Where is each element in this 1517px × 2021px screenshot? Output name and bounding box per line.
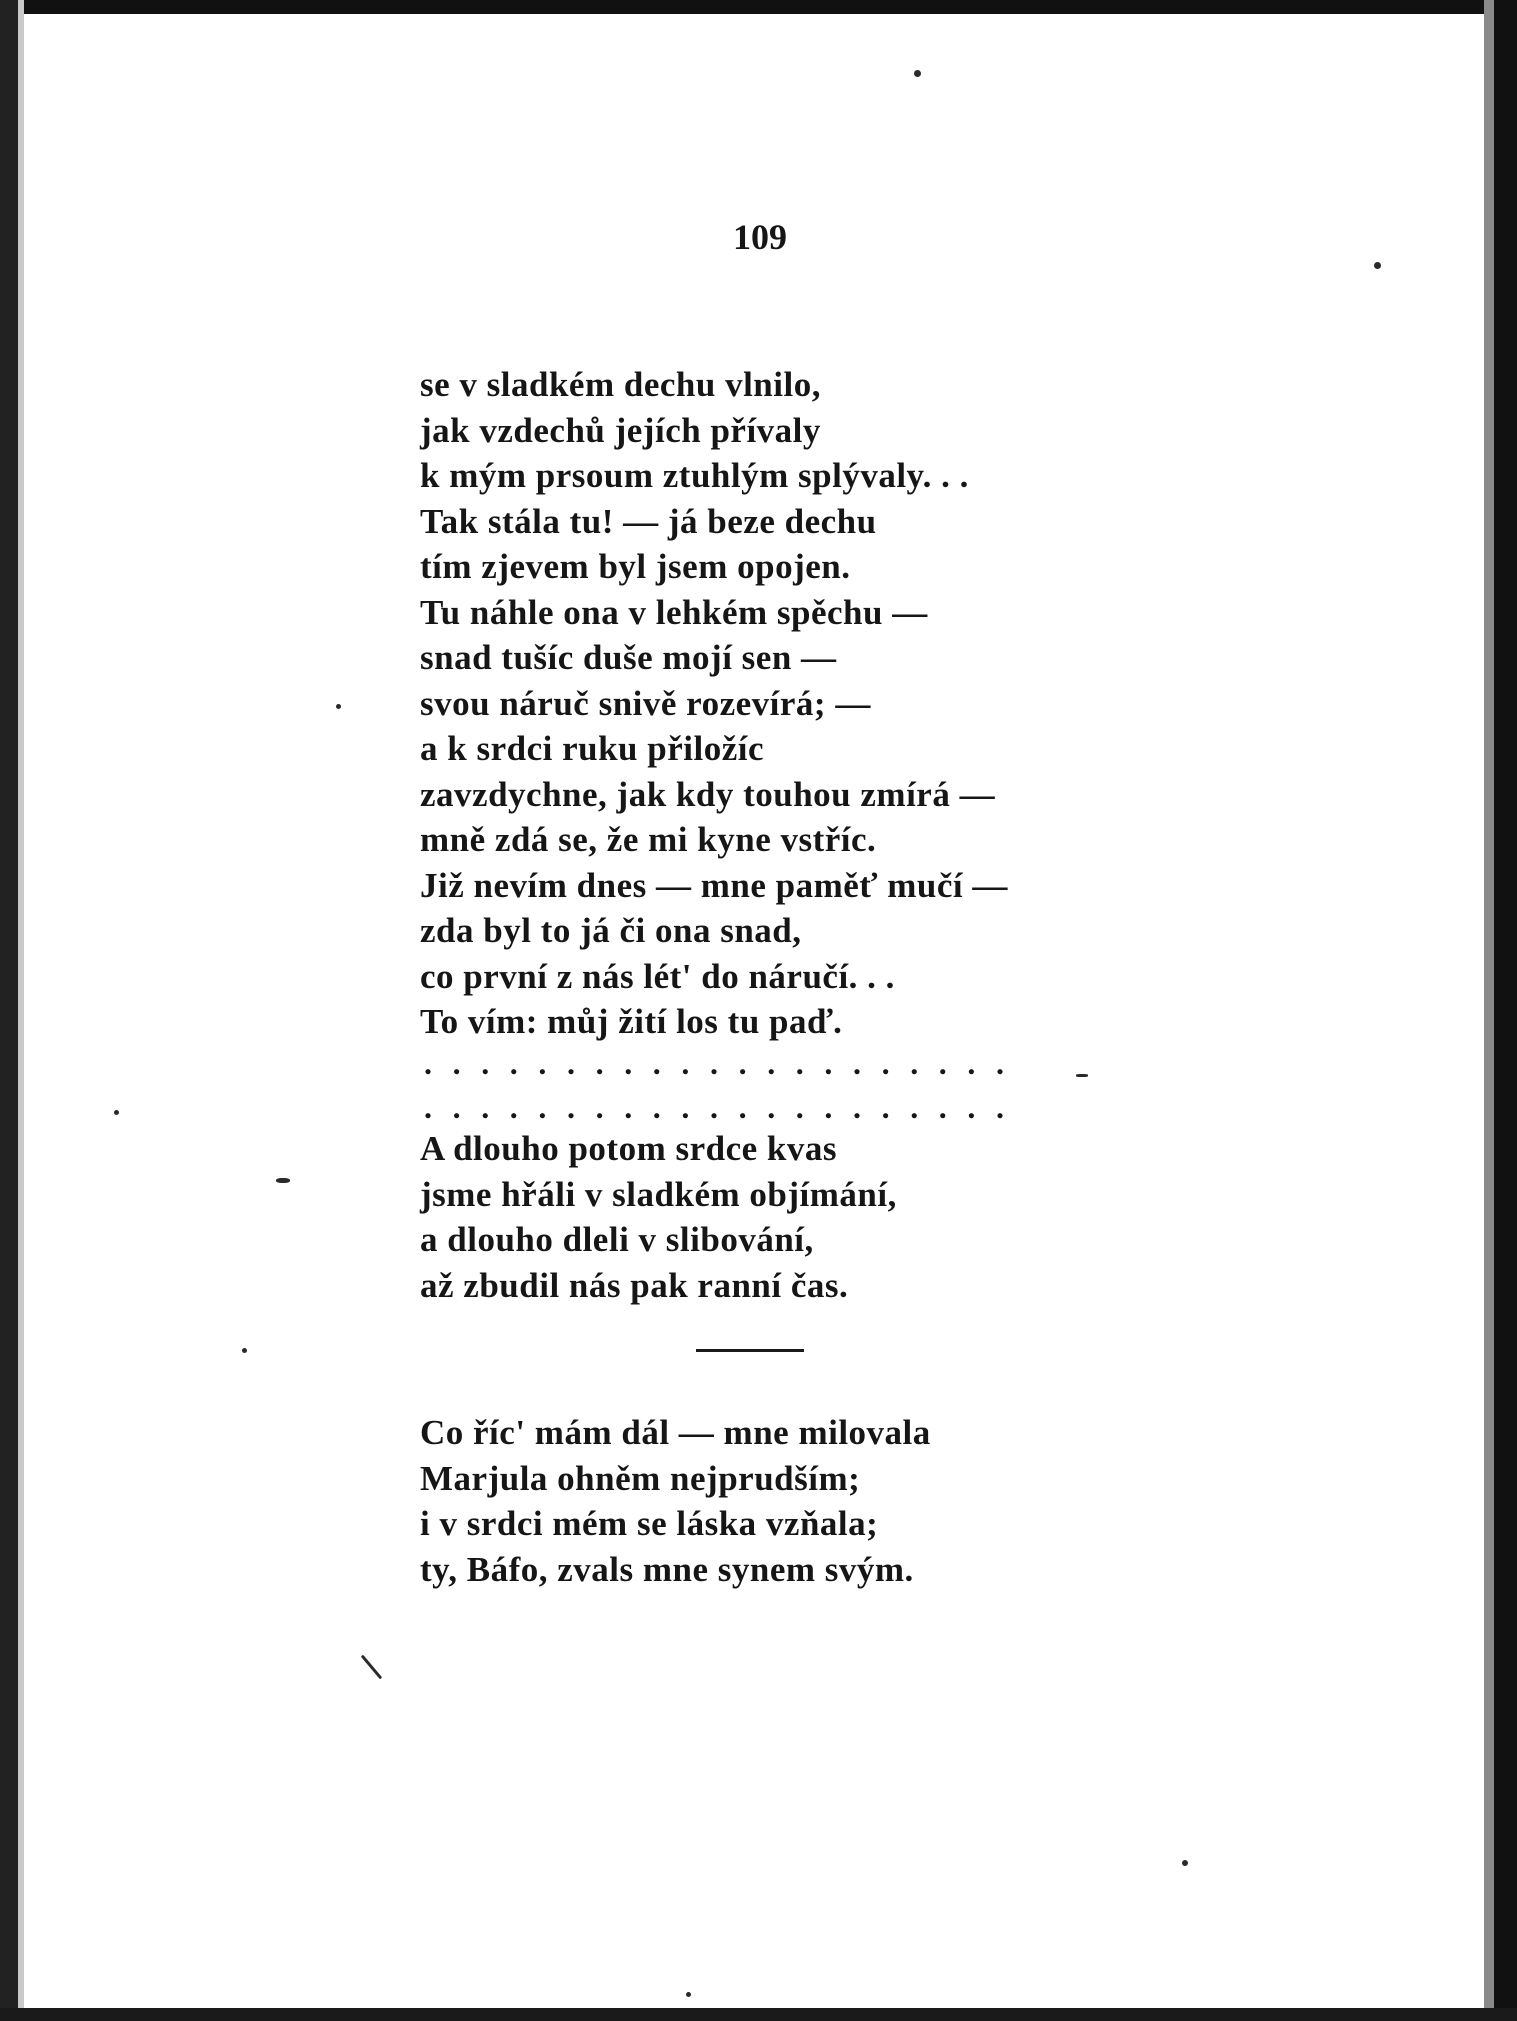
poem-line: To vím: můj žití los tu paď.	[420, 1002, 843, 1041]
poem-line: i v srdci mém se láska vzňala;	[420, 1504, 879, 1543]
scan-speck	[686, 1992, 691, 1997]
scan-speck	[114, 1110, 119, 1115]
poem-line: Marjula ohněm nejprudším;	[420, 1458, 861, 1498]
scan-border-left-shadow	[18, 0, 24, 2021]
poem-line: až zbudil nás pak ranní čas.	[420, 1265, 849, 1305]
poem-line: co první z nás lét' do náručí. . .	[420, 956, 895, 996]
poem-line: zda byl to já či ona snad,	[420, 911, 802, 950]
poem-line: snad tušíc duše mojí sen —	[420, 638, 837, 677]
scan-speck	[336, 704, 341, 709]
poem-stanza-2	[420, 1126, 897, 1308]
section-separator-rule	[696, 1349, 804, 1352]
poem-line: a dlouho dleli v slibování,	[420, 1220, 814, 1259]
poem-line: k mým prsoum ztuhlým splývaly. . .	[420, 456, 969, 495]
scan-speck	[914, 70, 921, 77]
poem-line: A dlouho potom srdce kvas	[420, 1129, 838, 1168]
poem-line: Co říc' mám dál — mne milovala	[420, 1413, 931, 1452]
poem-line: svou náruč snivě rozevírá; —	[420, 683, 871, 723]
poem-line: a k srdci ruku přiložíc	[420, 729, 765, 768]
poem-stanza-3	[420, 1410, 931, 1592]
page-number: 109	[733, 217, 787, 257]
poem-line: Tu náhle ona v lehkém spěchu —	[420, 592, 928, 632]
poem-line: se v sladkém dechu vlnilo,	[420, 365, 821, 404]
poem-line: Tak stála tu! — já beze dechu	[420, 501, 877, 541]
scan-speck	[242, 1348, 247, 1353]
ellipsis-row: . . . . . . . . . . . . . . . . . . . . .	[424, 1089, 1011, 1125]
scan-speck	[276, 1178, 290, 1183]
ellipsis-row: . . . . . . . . . . . . . . . . . . . . .	[424, 1045, 1011, 1081]
scan-speck	[1374, 262, 1381, 269]
poem-line: mně zdá se, že mi kyne vstříc.	[420, 820, 877, 859]
poem-line: ty, Báfo, zvals mne synem svým.	[420, 1549, 914, 1589]
poem-stanza-1	[420, 362, 1008, 1045]
scan-speck	[361, 1655, 383, 1680]
scan-border-top	[0, 0, 1517, 14]
poem-line: jak vzdechů jejích přívaly	[420, 410, 821, 450]
poem-line: jsme hřáli v sladkém objímání,	[420, 1174, 897, 1214]
scan-speck	[1076, 1074, 1088, 1077]
scan-border-right	[1494, 0, 1517, 2021]
poem-line: tím zjevem byl jsem opojen.	[420, 547, 851, 586]
poem-line: zavzdychne, jak kdy touhou zmírá —	[420, 774, 996, 814]
scan-border-bottom	[0, 2008, 1517, 2021]
poem-line: Již nevím dnes — mne paměť mučí —	[420, 865, 1008, 905]
scan-border-left	[0, 0, 18, 2021]
scan-border-right-shadow	[1484, 0, 1494, 2021]
scan-speck	[1182, 1860, 1188, 1866]
